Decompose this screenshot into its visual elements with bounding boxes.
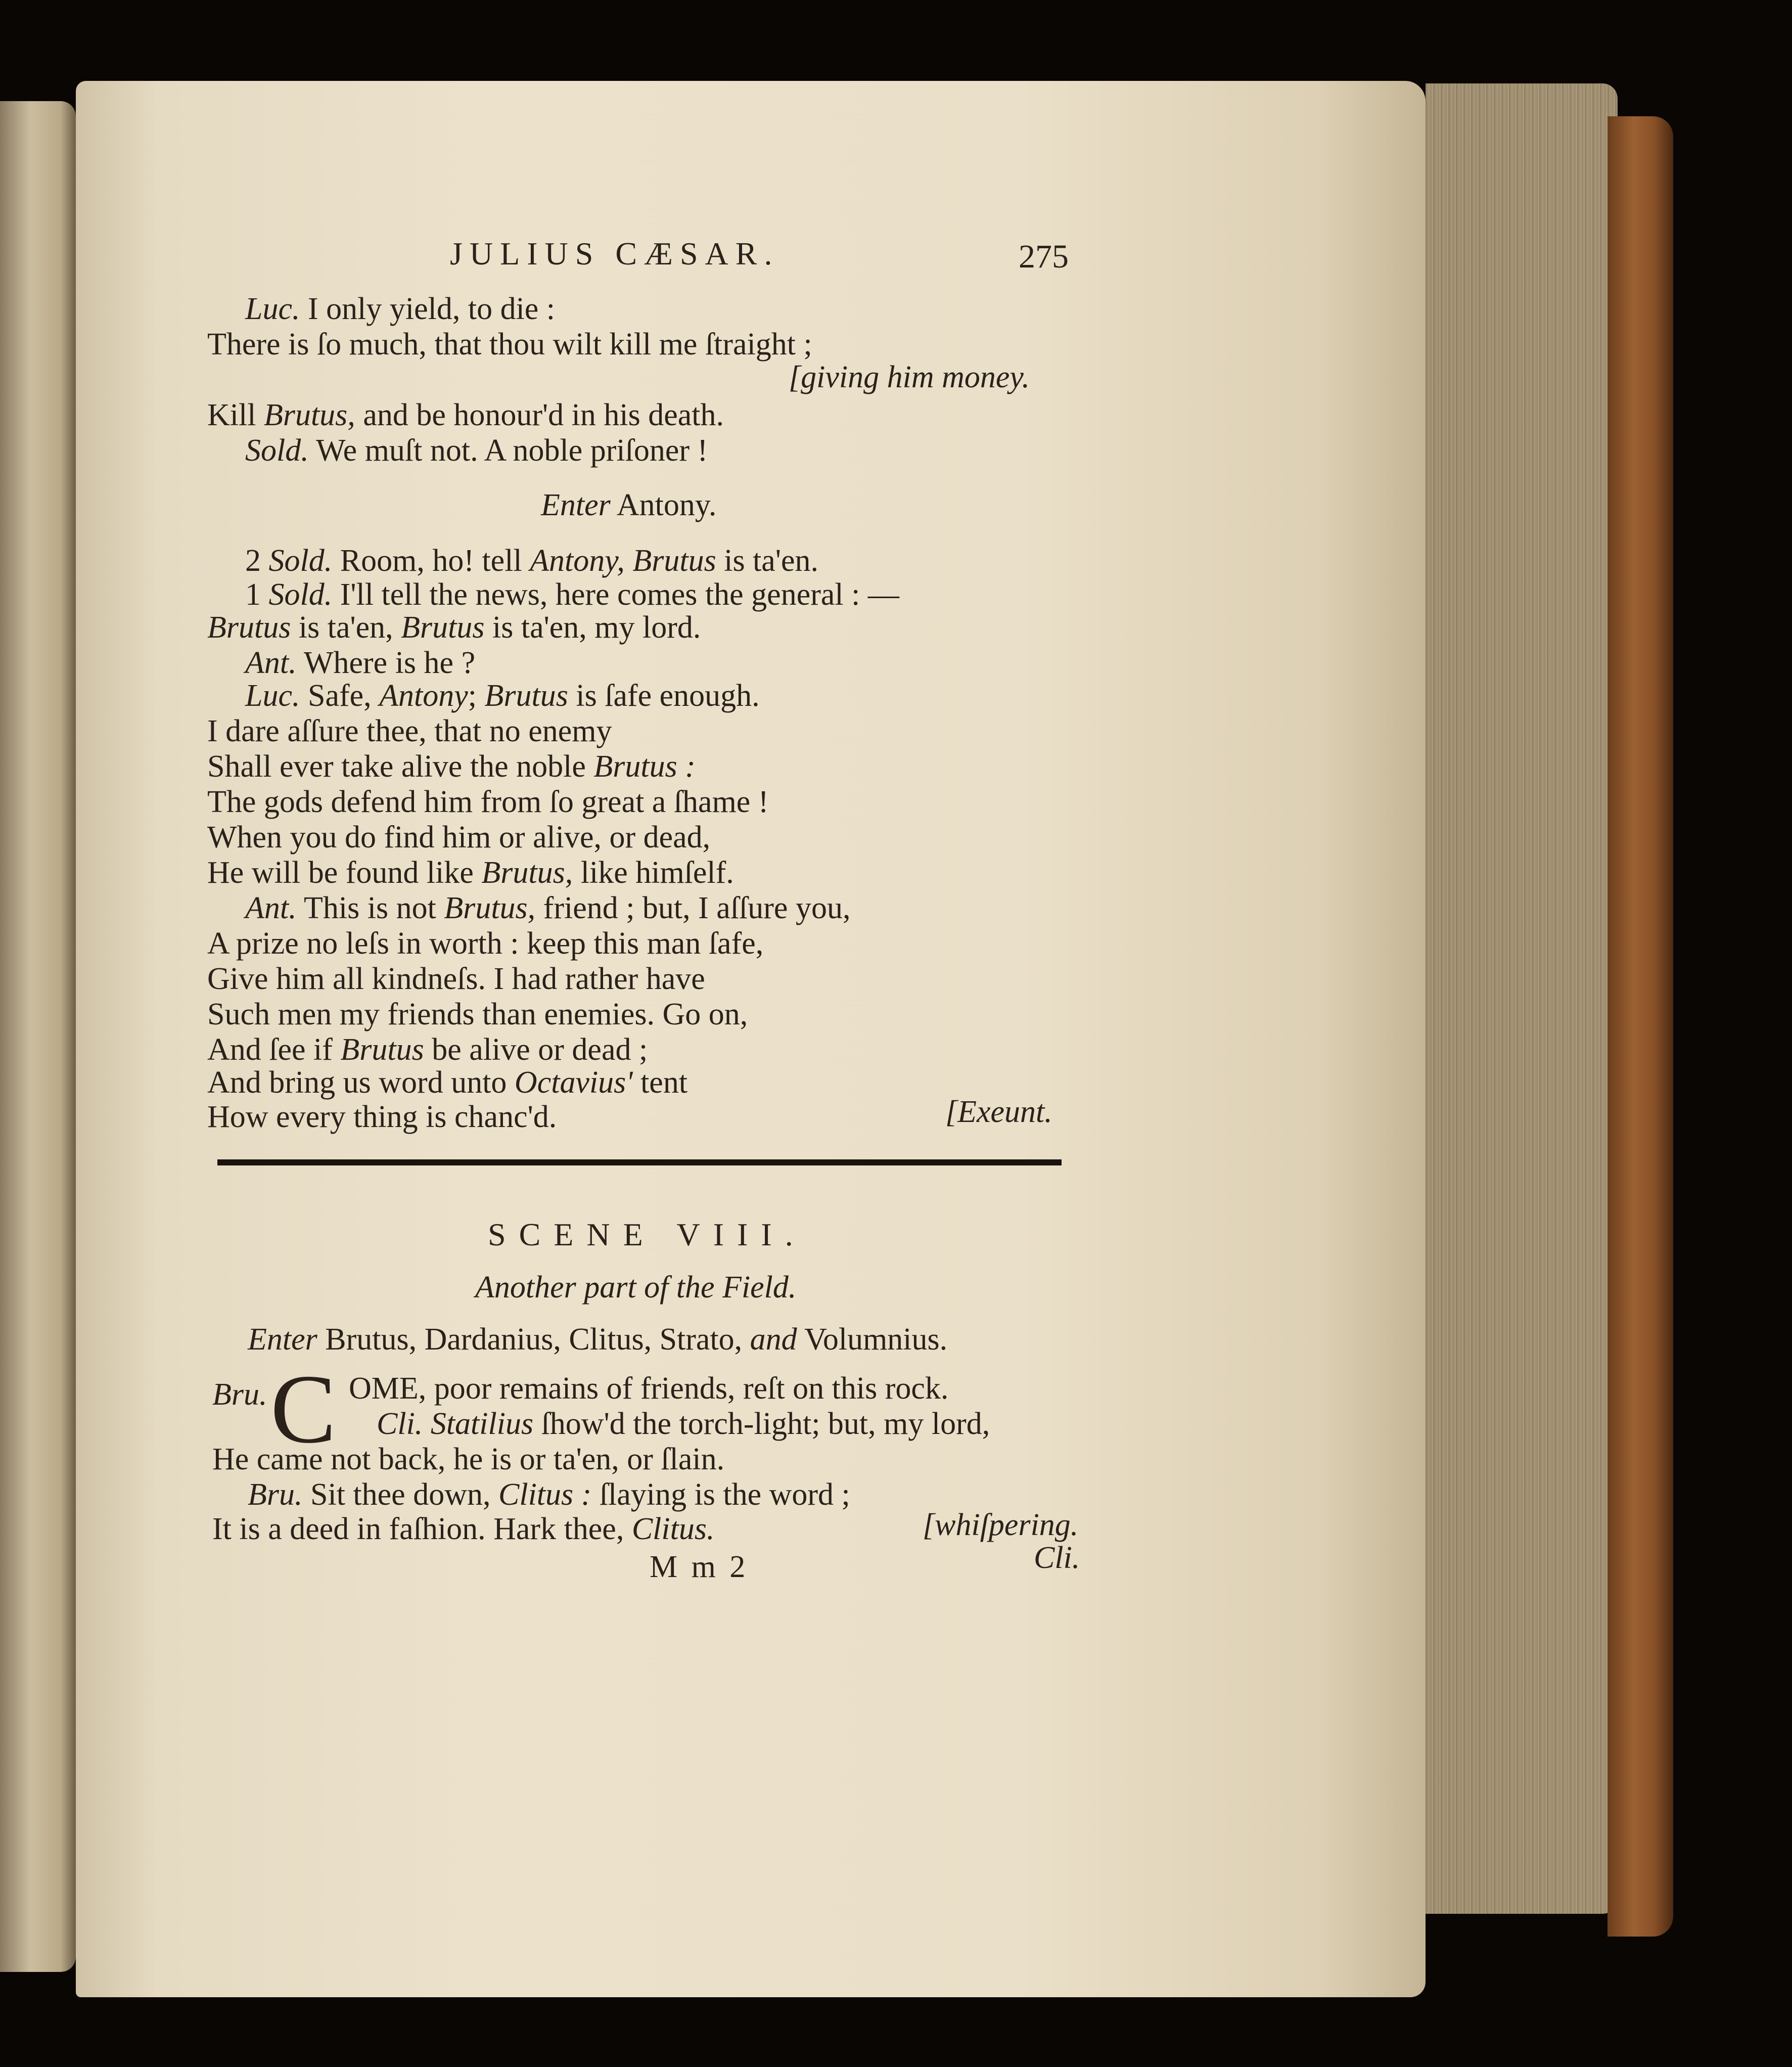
line-text: ; bbox=[468, 679, 477, 713]
speaker-ant: Ant. bbox=[245, 646, 297, 680]
character-name: Volumnius. bbox=[804, 1322, 948, 1357]
line-ant-where bbox=[245, 647, 475, 679]
line-text: He will be found like bbox=[207, 856, 474, 890]
name-brutus: Brutus, bbox=[481, 856, 573, 890]
name-brutus: Brutus, bbox=[263, 398, 355, 432]
line-found-like bbox=[207, 857, 734, 888]
speaker-bru: Bru. bbox=[248, 1477, 303, 1512]
line-text: is ſafe enough. bbox=[576, 679, 760, 713]
stage-direction-giving: [giving him money. bbox=[789, 360, 1030, 394]
line-text: and be honour'd in his death. bbox=[363, 398, 724, 432]
line-gods-defend: The gods defend him from ſo great a ſhame ! bbox=[207, 785, 769, 819]
line-such-men: Such men my friends than enemies. Go on, bbox=[207, 997, 748, 1031]
character-name: Antony. bbox=[616, 488, 717, 522]
line-text: Safe, bbox=[308, 679, 372, 713]
line-how-every: How every thing is chanc'd. bbox=[207, 1100, 557, 1134]
speaker-number: 1 bbox=[245, 577, 261, 612]
name-brutus: Brutus, bbox=[444, 891, 536, 925]
line-2-sold-room bbox=[245, 545, 818, 576]
line-text: tent bbox=[640, 1065, 688, 1100]
line-come-poor: OME, poor remains of friends, reſt on this rock. bbox=[349, 1371, 949, 1406]
line-text: be alive or dead ; bbox=[432, 1032, 648, 1067]
scene-location: Another part of the Field. bbox=[475, 1270, 797, 1305]
line-text: It is a deed in faſhion. Hark thee, bbox=[212, 1512, 624, 1546]
name-brutus: Brutus bbox=[401, 610, 485, 645]
line-came-not-back: He came not back, he is or ta'en, or ſlain. bbox=[212, 1442, 725, 1476]
name-brutus: Brutus bbox=[207, 610, 291, 645]
stage-direction-enter-antony bbox=[541, 489, 716, 521]
stage-direction-whispering: [whiſpering. bbox=[923, 1508, 1079, 1542]
page-number: 275 bbox=[1019, 238, 1069, 275]
name-brutus: Brutus bbox=[484, 679, 568, 713]
name-statilius: Statilius bbox=[430, 1407, 534, 1441]
line-and-see bbox=[207, 1034, 648, 1065]
line-text: Room, ho! tell bbox=[340, 544, 522, 578]
line-cli-statilius bbox=[377, 1408, 990, 1440]
line-when-you-find: When you do find him or alive, or dead, bbox=[207, 820, 711, 855]
scene-divider-rule bbox=[217, 1159, 1062, 1165]
leather-cover bbox=[1607, 116, 1673, 1937]
speaker-sold: Sold. bbox=[268, 544, 333, 578]
catchword: Cli. bbox=[1034, 1541, 1080, 1575]
line-kill-brutus bbox=[207, 399, 724, 431]
signature-mark: M m 2 bbox=[650, 1550, 749, 1584]
line-luc-safe bbox=[245, 680, 760, 711]
name-clitus: Clitus. bbox=[631, 1512, 715, 1546]
line-sold-must-not bbox=[245, 435, 708, 466]
line-text: And ſee if bbox=[207, 1032, 333, 1067]
name-octavius: Octavius' bbox=[514, 1065, 633, 1100]
enter-word: Enter bbox=[541, 488, 611, 522]
line-text: like himſelf. bbox=[580, 856, 734, 890]
line-prize: A prize no leſs in worth : keep this man ſafe, bbox=[207, 926, 764, 961]
speaker-bru: Bru. bbox=[212, 1377, 267, 1412]
enter-word: Enter bbox=[248, 1322, 317, 1357]
line-text: We muſt not. A noble priſoner ! bbox=[316, 433, 708, 468]
line-1-sold-news bbox=[245, 579, 899, 610]
line-text: I'll tell the news, here comes the general : — bbox=[340, 577, 899, 612]
line-text: friend ; but, I aſſure you, bbox=[543, 891, 851, 925]
line-text: Where is he ? bbox=[304, 646, 476, 680]
stage-direction-exeunt: [Exeunt. bbox=[945, 1095, 1052, 1129]
character-names: Brutus, Dardanius, Clitus, Strato, bbox=[325, 1322, 743, 1357]
line-luc-yield bbox=[245, 293, 555, 325]
speaker-number: 2 bbox=[245, 544, 261, 578]
name-clitus: Clitus : bbox=[498, 1477, 592, 1512]
speaker-sold: Sold. bbox=[268, 577, 333, 612]
line-text: And bring us word unto bbox=[207, 1065, 507, 1100]
line-ant-not-brutus bbox=[245, 892, 850, 924]
drop-cap-c: C bbox=[270, 1355, 337, 1464]
name-brutus: Brutus bbox=[340, 1032, 424, 1067]
line-brutus-taen bbox=[207, 612, 701, 643]
stage-direction-enter-brutus bbox=[248, 1324, 947, 1355]
name-brutus: Brutus bbox=[632, 544, 716, 578]
line-shall-ever bbox=[207, 751, 696, 782]
name-antony: Antony bbox=[379, 679, 468, 713]
scene-heading: SCENE VIII. bbox=[488, 1217, 806, 1252]
line-text: is ta'en, bbox=[298, 610, 393, 645]
line-text: ſhow'd the torch-light; but, my lord, bbox=[541, 1407, 990, 1441]
page-stack-edge bbox=[1426, 83, 1618, 1914]
line-text: Sit thee down, bbox=[310, 1477, 491, 1512]
and-word: and bbox=[750, 1322, 797, 1357]
line-dare-assure: I dare aſſure thee, that no enemy bbox=[207, 714, 612, 748]
line-text: I only yield, to die : bbox=[308, 292, 556, 326]
line-text: is ta'en. bbox=[724, 544, 819, 578]
line-there-is: There is ſo much, that thou wilt kill me ſtraight ; bbox=[207, 327, 812, 362]
left-page-edge bbox=[0, 101, 76, 1972]
line-deed-in-fashion bbox=[212, 1513, 715, 1545]
speaker-luc: Luc. bbox=[245, 679, 300, 713]
speaker-luc: Luc. bbox=[245, 292, 300, 326]
name-brutus: Brutus : bbox=[593, 749, 696, 784]
line-bring-us bbox=[207, 1067, 687, 1098]
speaker-sold: Sold. bbox=[245, 433, 309, 468]
speaker-cli: Cli. bbox=[377, 1407, 423, 1441]
line-text: ſlaying is the word ; bbox=[599, 1477, 850, 1512]
line-text: Shall ever take alive the noble bbox=[207, 749, 586, 784]
line-bru-sit bbox=[248, 1479, 850, 1510]
line-give-him: Give him all kindneſs. I had rather have bbox=[207, 962, 705, 996]
running-title: JULIUS CÆSAR. bbox=[450, 236, 779, 272]
line-text: is ta'en, my lord. bbox=[492, 610, 701, 645]
line-text: This is not bbox=[304, 891, 436, 925]
speaker-ant: Ant. bbox=[245, 891, 297, 925]
line-text: Kill bbox=[207, 398, 256, 432]
name-antony: Antony, bbox=[530, 544, 625, 578]
